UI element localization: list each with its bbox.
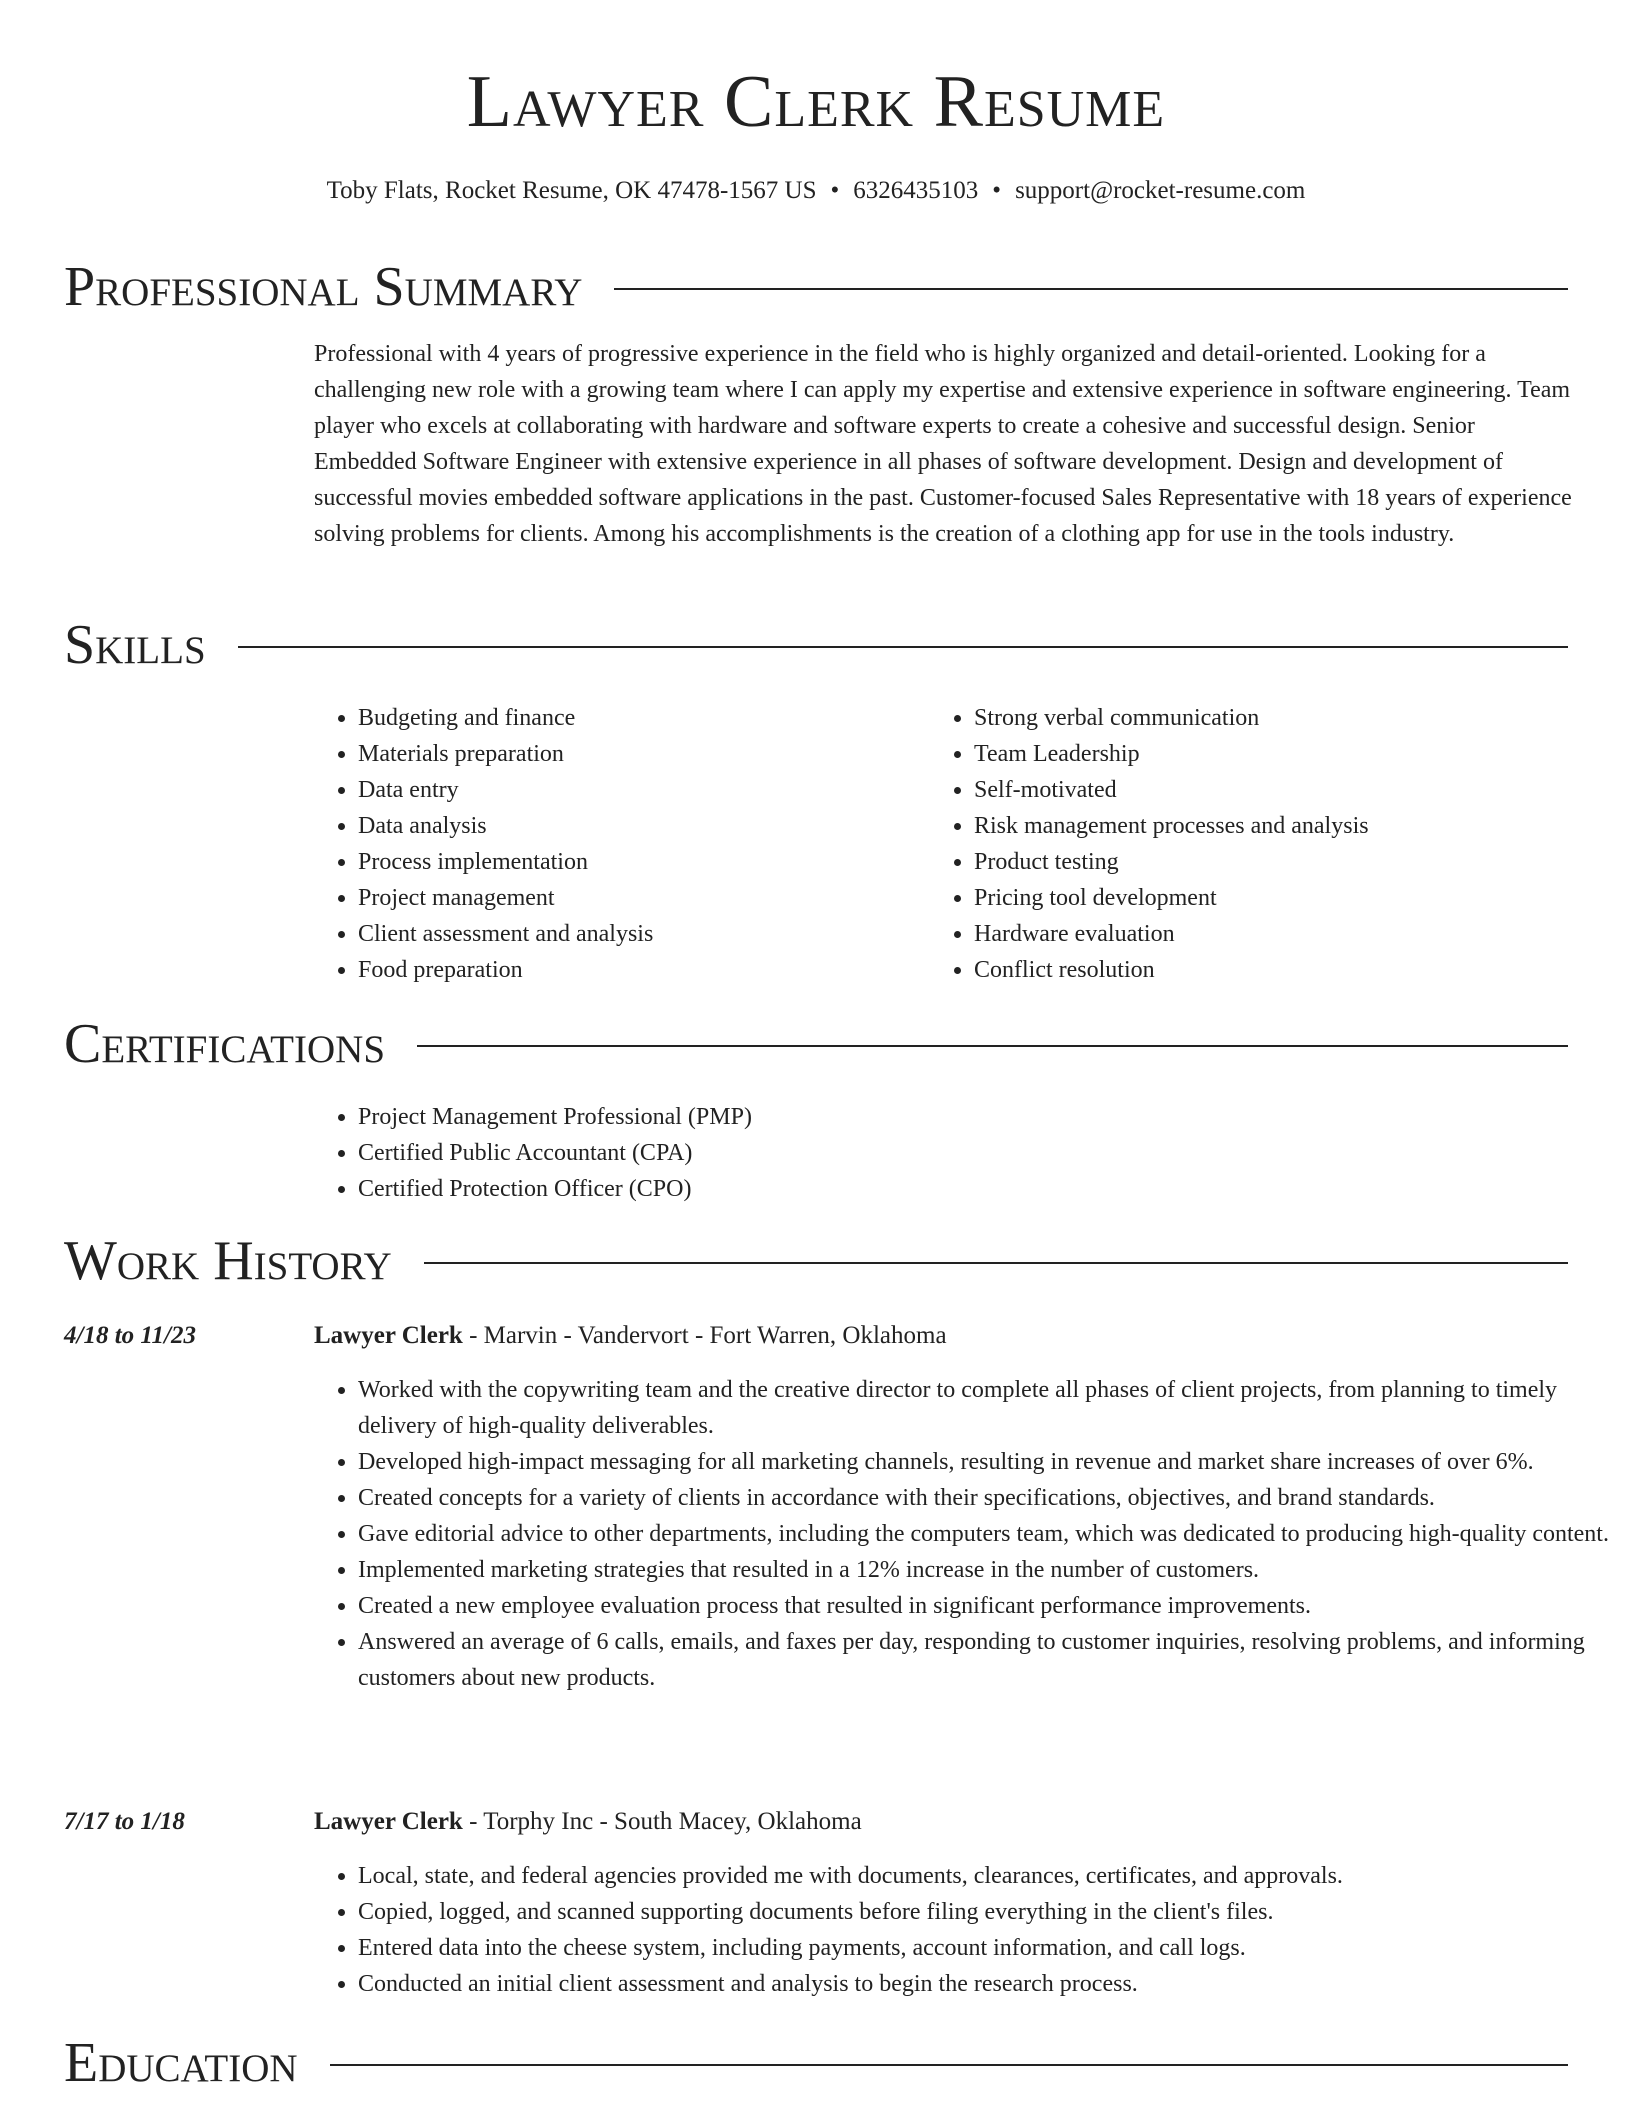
list-item: • Worked with the copywriting team and the creative director to complete all phases of client projects, from planning to timely delivery of high-quality deliverables. [358, 1372, 1618, 1444]
job-heading [314, 1318, 947, 1354]
skills-list-right [930, 700, 1594, 988]
list-item: • Certified Public Accountant (CPA) [358, 1135, 1618, 1171]
list-item: • Client assessment and analysis [358, 916, 918, 952]
list-item: • Copied, logged, and scanned supporting documents before filing everything in the client's files. [358, 1894, 1618, 1930]
job-bullets [314, 1372, 1618, 1696]
list-item: • Certified Protection Officer (CPO) [358, 1171, 1618, 1207]
list-item: • Strong verbal communication [974, 700, 1594, 736]
contact-email: support@rocket-resume.com [1015, 177, 1306, 204]
list-item: • Product testing [974, 844, 1594, 880]
list-item: • Risk management processes and analysis [974, 808, 1594, 844]
list-item: • Implemented marketing strategies that resulted in a 12% increase in the number of customers. [358, 1552, 1618, 1588]
section-heading: Professional Summary [64, 256, 583, 318]
contact-phone: 6326435103 [853, 177, 979, 204]
certifications-list [314, 1099, 1618, 1207]
section-skills [64, 610, 1568, 680]
list-item: • Conducted an initial client assessment and analysis to begin the research process. [358, 1966, 1618, 2002]
resume-title: Lawyer Clerk Resume [466, 61, 1166, 143]
contact-separator: • [830, 177, 840, 204]
summary-text: Professional with 4 years of progressive experience in the field who is highly organized and detail-oriented. Looking for a challenging new role with a growing team where I can apply my expertise and extensive experience in software engineering. Team player who excels at collaborating with hardware and software experts to create a cohesive and successful design. Senior Embedded Software Engineer with extensive experience in all phases of software development. Design and development of successful movies embedded software applications in the past. Customer-focused Sales Representative with 18 years of experience solving problems for clients. Among his accomplishments is the creation of a clothing app for use in the tools industry. [314, 341, 1572, 547]
job-heading [314, 1804, 862, 1840]
list-item: • Materials preparation [358, 736, 918, 772]
list-item: • Conflict resolution [974, 952, 1594, 988]
section-divider [238, 646, 1568, 648]
list-item: • Data analysis [358, 808, 918, 844]
section-work-history [64, 1226, 1568, 1296]
section-heading: Education [64, 2032, 298, 2094]
list-item: • Gave editorial advice to other departments, including the computers team, which was dedicated to producing high-quality content. [358, 1516, 1618, 1552]
section-education [64, 2028, 1568, 2098]
section-heading: Certifications [64, 1013, 386, 1075]
list-item: • Entered data into the cheese system, including payments, account information, and call logs. [358, 1930, 1618, 1966]
list-item: • Local, state, and federal agencies provided me with documents, clearances, certificates, and approvals. [358, 1858, 1618, 1894]
list-item: • Food preparation [358, 952, 918, 988]
section-heading: Skills [64, 614, 206, 676]
list-item: • Self-motivated [974, 772, 1594, 808]
contact-address: Toby Flats, Rocket Resume, OK 47478-1567 US [326, 177, 817, 204]
list-item: • Answered an average of 6 calls, emails, and faxes per day, responding to customer inquiries, resolving problems, and informing customers about new products. [358, 1624, 1618, 1696]
section-divider [424, 1262, 1568, 1264]
job-dates: 7/17 to 1/18 [64, 1808, 185, 1835]
list-item: • Project Management Professional (PMP) [358, 1099, 1618, 1135]
list-item: • Process implementation [358, 844, 918, 880]
list-item: • Team Leadership [974, 736, 1594, 772]
list-item: • Created a new employee evaluation process that resulted in significant performance improvements. [358, 1588, 1618, 1624]
list-item: • Created concepts for a variety of clients in accordance with their specifications, objectives, and brand standards. [358, 1480, 1618, 1516]
section-professional-summary [64, 252, 1568, 322]
job-title: Lawyer Clerk [314, 1322, 463, 1349]
contact-line [0, 176, 1632, 206]
job-title: Lawyer Clerk [314, 1808, 463, 1835]
section-certifications [64, 1009, 1568, 1079]
list-item: • Budgeting and finance [358, 700, 918, 736]
contact-separator: • [992, 177, 1002, 204]
skills-list-left [314, 700, 918, 988]
job-dates: 4/18 to 11/23 [64, 1322, 196, 1349]
job-bullets [314, 1858, 1618, 2002]
section-heading: Work History [64, 1230, 392, 1292]
list-item: • Pricing tool development [974, 880, 1594, 916]
list-item: • Developed high-impact messaging for all marketing channels, resulting in revenue and market share increases of over 6%. [358, 1444, 1618, 1480]
section-divider [614, 288, 1568, 290]
list-item: • Data entry [358, 772, 918, 808]
job-details: - Torphy Inc - South Macey, Oklahoma [462, 1808, 862, 1835]
section-divider [330, 2064, 1568, 2066]
section-divider [417, 1045, 1568, 1047]
list-item: • Hardware evaluation [974, 916, 1594, 952]
job-details: - Marvin - Vandervort - Fort Warren, Oklahoma [462, 1322, 947, 1349]
list-item: • Project management [358, 880, 918, 916]
